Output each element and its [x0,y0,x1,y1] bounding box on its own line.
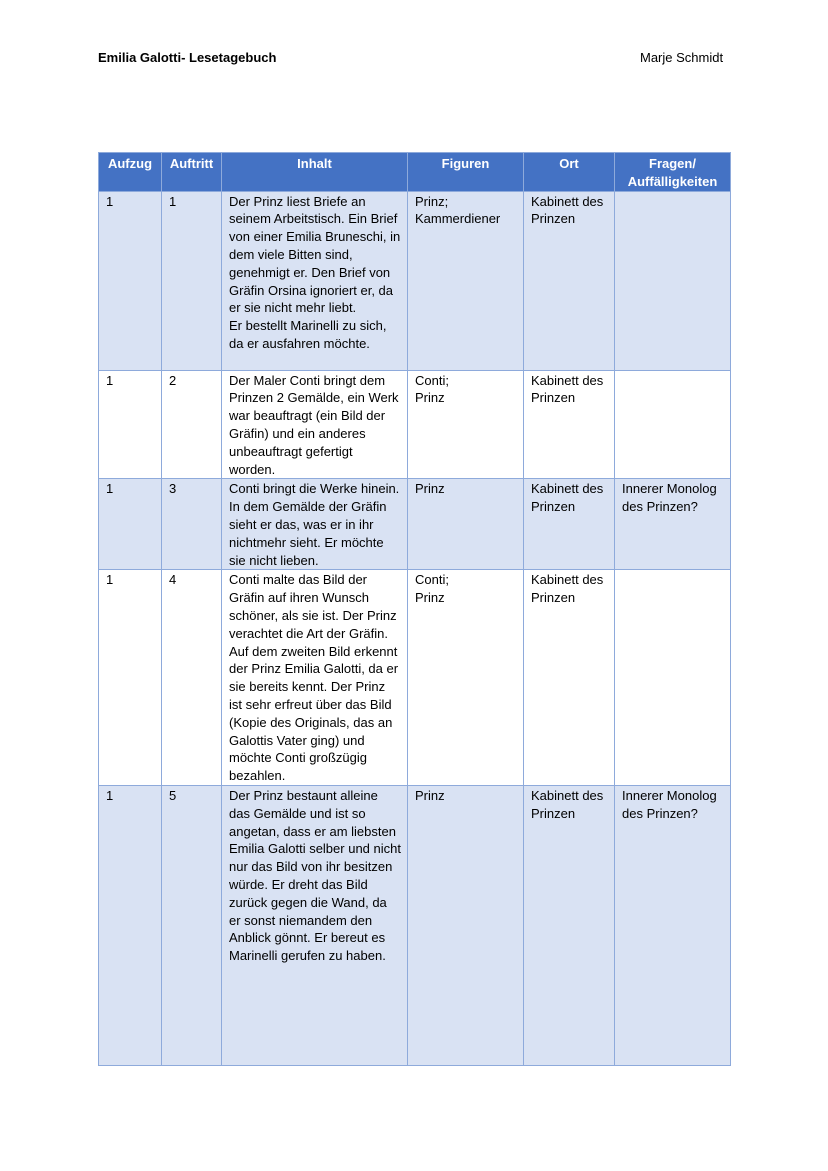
cell-ort: Kabinett des Prinzen [524,191,615,370]
cell-figuren: Conti; Prinz [408,570,524,786]
cell-aufzug: 1 [99,191,162,370]
author-name: Marje Schmidt [640,50,724,65]
cell-inhalt: Conti malte das Bild der Gräfin auf ihren Wunsch schöner, als sie ist. Der Prinz verachtet die Art der Gräfin. Auf dem zweiten Bild erkennt der Prinz Emilia Galotti, da er sie bereits kennt. Der Prinz ist sehr erfreut über das Bild (Kopie des Originals, das an Galottis Vater ging) und möchte Conti großzügig bezahlen. [222,570,408,786]
cell-inhalt: Conti bringt die Werke hinein. In dem Gemälde der Gräfin sieht er das, was er in ihr nichtmehr sieht. Er möchte sie nicht lieben. [222,479,408,570]
cell-inhalt: Der Prinz bestaunt alleine das Gemälde und ist so angetan, dass er am liebsten Emilia Galotti selber und nicht nur das Bild von ihr besitzen würde. Er dreht das Bild zurück gegen die Wand, da er sonst niemandem den Anblick gönnt. Er bereut es Marinelli gerufen zu haben. [222,785,408,1065]
column-header-inhalt: Inhalt [222,153,408,192]
document-title: Emilia Galotti- Lesetagebuch [98,50,277,65]
column-header-aufzug: Aufzug [99,153,162,192]
cell-figuren: Prinz [408,479,524,570]
cell-ort: Kabinett des Prinzen [524,570,615,786]
column-header-ort: Ort [524,153,615,192]
cell-aufzug: 1 [99,479,162,570]
cell-fragen [615,570,731,786]
cell-inhalt: Der Prinz liest Briefe an seinem Arbeitstisch. Ein Brief von einer Emilia Bruneschi, in dem viele Bitten sind, genehmigt er. Den Brief von Gräfin Orsina ignoriert er, da er sie nicht mehr liebt. Er bestellt Marinelli zu sich, da er ausfahren möchte. [222,191,408,370]
table-row [99,570,731,786]
cell-fragen [615,191,731,370]
cell-figuren: Conti; Prinz [408,370,524,479]
cell-aufzug: 1 [99,785,162,1065]
table-row [99,370,731,479]
table-row [99,785,731,1065]
cell-ort: Kabinett des Prinzen [524,479,615,570]
cell-figuren: Prinz [408,785,524,1065]
cell-aufzug: 1 [99,370,162,479]
cell-fragen: Innerer Monolog des Prinzen? [615,479,731,570]
cell-auftritt: 2 [162,370,222,479]
reading-diary-table [98,152,731,1066]
cell-aufzug: 1 [99,570,162,786]
cell-ort: Kabinett des Prinzen [524,785,615,1065]
table-row [99,479,731,570]
column-header-fragen: Fragen/ Auffälligkeiten [615,153,731,192]
cell-auftritt: 1 [162,191,222,370]
cell-inhalt: Der Maler Conti bringt dem Prinzen 2 Gemälde, ein Werk war beauftragt (ein Bild der Gräfin) und ein anderes unbeauftragt gefertigt worden. [222,370,408,479]
table-row [99,191,731,370]
cell-fragen [615,370,731,479]
cell-figuren: Prinz; Kammerdiener [408,191,524,370]
cell-auftritt: 5 [162,785,222,1065]
cell-auftritt: 4 [162,570,222,786]
table-header-row [99,153,731,192]
cell-fragen: Innerer Monolog des Prinzen? [615,785,731,1065]
cell-ort: Kabinett des Prinzen [524,370,615,479]
cell-auftritt: 3 [162,479,222,570]
column-header-auftritt: Auftritt [162,153,222,192]
column-header-figuren: Figuren [408,153,524,192]
